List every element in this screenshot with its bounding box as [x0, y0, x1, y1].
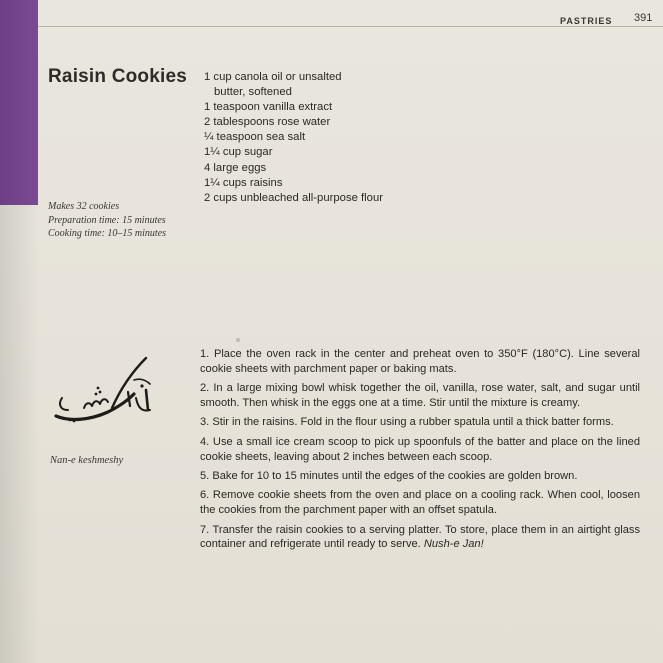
instruction-step: 5. Bake for 10 to 15 minutes until the edges of the cookies are golden brown.: [200, 469, 578, 482]
closing-phrase: Nush-e Jan!: [423, 538, 484, 551]
instructions-list: [200, 347, 640, 557]
cook-time-text: Cooking time: 10–15 minutes: [48, 228, 167, 239]
ingredient-item: 1¼ cup sugar: [204, 146, 273, 159]
instruction-step: 1. Place the oven rack in the center and preheat oven to 350°F (180°C). Line several cookie sheets with parchment paper or baking mats.: [200, 348, 640, 375]
ingredient-item: ¼ teaspoon sea salt: [204, 131, 306, 144]
ingredient-item: 1¼ cups raisins: [204, 176, 283, 189]
instruction-step: 4. Use a small ice cream scoop to pick up spoonfuls of the batter and place on the lined cookie sheets, leaving about 2 inches between each scoop.: [200, 435, 640, 463]
ingredient-item: 2 tablespoons rose water: [204, 116, 331, 129]
header-rule: [38, 26, 663, 27]
page-smudge: [236, 338, 240, 342]
instruction-step: [200, 523, 640, 553]
instruction-step: 2. In a large mixing bowl whisk together the oil, vanilla, rose water, salt, and sugar until smooth. Then whisk in the eggs one at a time. Stir until the mixture is creamy.: [200, 382, 640, 409]
page-number: 391: [634, 12, 653, 24]
ingredient-item: 1 cup canola oil or unsalted: [204, 71, 342, 83]
instruction-step: 6. Remove cookie sheets from the oven and place on a cooling rack. When cool, loosen the cookies from the parchment paper with an offset spatula.: [200, 489, 640, 517]
ingredient-continuation: butter, softened: [214, 86, 292, 99]
ingredients-list: [204, 70, 383, 206]
ingredient-item: [204, 85, 383, 100]
running-head: PASTRIES: [560, 16, 613, 26]
prep-time-text: Preparation time: 15 minutes: [48, 214, 166, 226]
recipe-meta: [48, 200, 166, 241]
yield-text: Makes 32 cookies: [48, 201, 120, 212]
persian-calligraphy-icon: [50, 350, 160, 430]
instruction-step: 3. Stir in the raisins. Fold in the flour using a rubber spatula until a thick batter forms.: [200, 416, 614, 429]
ingredient-item: 2 cups unbleached all-purpose flour: [204, 191, 383, 204]
recipe-title: Raisin Cookies: [48, 66, 188, 87]
section-color-tab: [0, 0, 38, 205]
instruction-step-text: 7. Transfer the raisin cookies to a serving platter. To store, place them in an airtight glass container and refrigerate until ready to serve.: [200, 523, 640, 551]
persian-name: Nan-e keshmeshy: [50, 455, 124, 466]
ingredient-item: 1 teaspoon vanilla extract: [204, 101, 333, 114]
ingredient-item: 4 large eggs: [204, 161, 267, 174]
